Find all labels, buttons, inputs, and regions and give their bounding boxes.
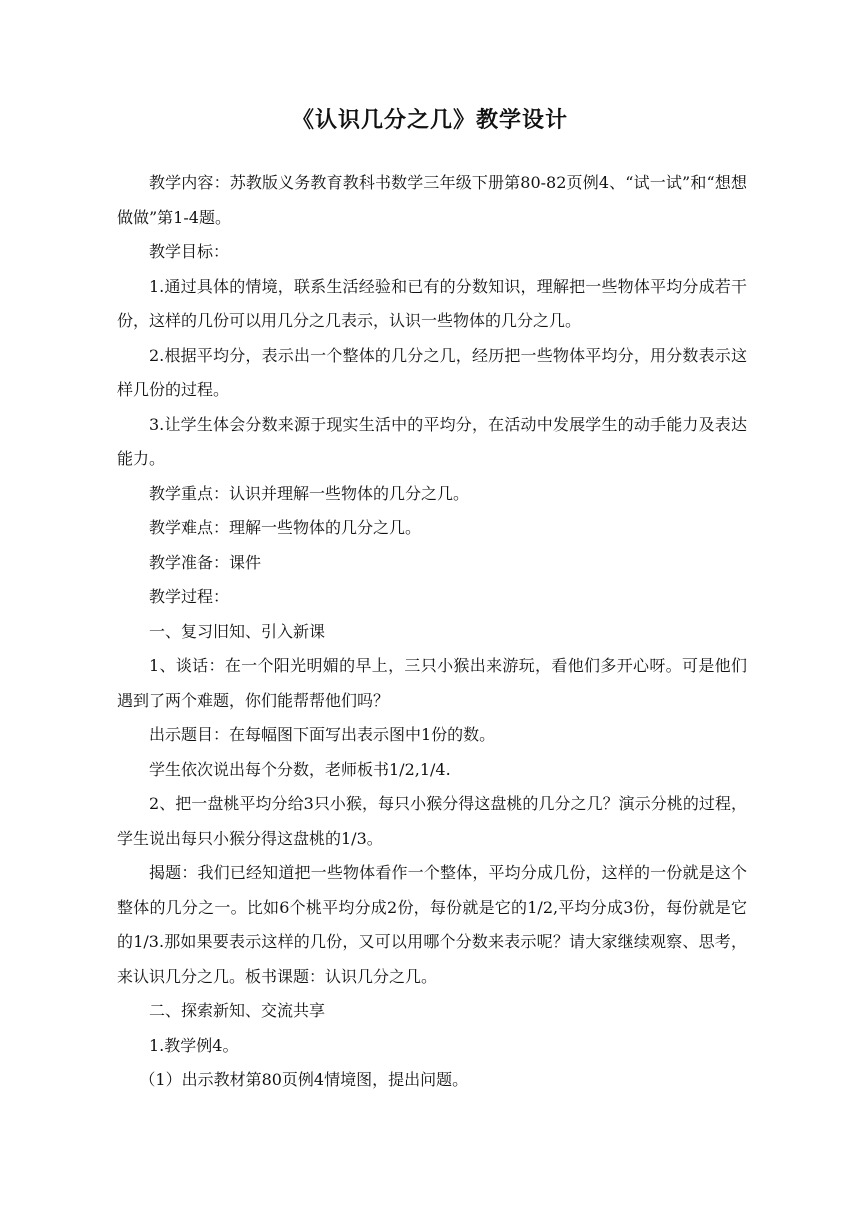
paragraph-goal-3: 3.让学生体会分数来源于现实生活中的平均分，在活动中发展学生的动手能力及表达能力。 [117,414,747,468]
paragraph-teaching-content: 教学内容：苏教版义务教育教科书数学三年级下册第80-82页例4、“试一试”和“想想做做”第1-4题。 [117,173,747,227]
paragraph-reveal-topic: 揭题：我们已经知道把一些物体看作一个整体，平均分成几份，这样的一份就是这个整体的几分之一。比如6个桃平均分成2份，每份就是它的1/2,平均分成3份，每份就是它的1/3.那如果要表示这样的几份，又可以用哪个分数来表示呢？请大家继续观察、思考，来认识几分之几。板书课题：认识几分之几。 [117,863,747,986]
paragraph-goal-2: 2.根据平均分，表示出一个整体的几分之几，经历把一些物体平均分，用分数表示这样几份的过程。 [117,345,747,399]
paragraph-students-answer: 学生依次说出每个分数，老师板书1/2,1/4. [149,759,451,779]
document-title: 《认识几分之几》教学设计 [291,107,568,133]
paragraph-process-heading: 教学过程： [149,587,230,606]
paragraph-difficulty: 教学难点：理解一些物体的几分之几。 [149,518,422,537]
paragraph-example-4: 1.教学例4。 [149,1035,239,1055]
paragraph-conversation: 1、谈话：在一个阳光明媚的早上，三只小猴出来游玩，看他们多开心呀。可是他们遇到了两个难题，你们能帮帮他们吗？ [117,656,747,710]
paragraph-show-question: 出示题目：在每幅图下面写出表示图中1份的数。 [149,725,496,744]
section-heading-explore: 二、探索新知、交流共享 [149,1001,326,1020]
paragraph-key-point: 教学重点：认识并理解一些物体的几分之几。 [149,483,470,503]
paragraph-preparation: 教学准备：课件 [149,552,262,572]
section-heading-review: 一、复习旧知、引入新课 [149,621,326,641]
paragraph-show-textbook: （1）出示教材第80页例4情境图，提出问题。 [139,1070,469,1089]
paragraph-share-peaches: 2、把一盘桃平均分给3只小猴，每只小猴分得这盘桃的几分之几？演示分桃的过程，学生说出每只小猴分得这盘桃的1/3。 [117,794,747,848]
document-body [117,166,747,1098]
paragraph-goal-1: 1.通过具体的情境，联系生活经验和已有的分数知识，理解把一些物体平均分成若干份，这样的几份可以用几分之几表示，认识一些物体的几分之几。 [117,276,747,330]
paragraph-teaching-goals-heading: 教学目标： [149,242,230,261]
